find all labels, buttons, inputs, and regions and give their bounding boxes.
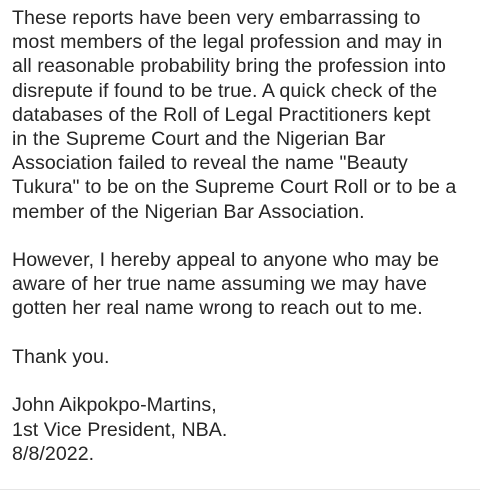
letter-text	[12, 6, 474, 466]
paragraph-reports	[12, 6, 474, 224]
text-line: aware of her true name assuming we may have	[12, 272, 427, 295]
text-line: Association failed to reveal the name "Beauty	[12, 152, 408, 175]
text-line: databases of the Roll of Legal Practitioners kept	[12, 103, 431, 126]
signature-block	[12, 393, 474, 466]
paragraph-appeal	[12, 248, 474, 321]
paragraph-thanks	[12, 345, 474, 369]
text-line: all reasonable probability bring the profession into	[12, 55, 446, 78]
text-line: disrepute if found to be true. A quick check of the	[12, 79, 438, 102]
text-line: These reports have been very embarrassing to	[12, 7, 421, 29]
text-line: gotten her real name wrong to reach out to me.	[12, 297, 423, 320]
signatory-title: 1st Vice President, NBA.	[12, 418, 228, 441]
text-line: Thank you.	[12, 345, 110, 368]
signatory-name: John Aikpokpo-Martins,	[12, 394, 217, 417]
text-line: However, I hereby appeal to anyone who may be	[12, 248, 440, 271]
letter-date: 8/8/2022.	[12, 442, 95, 465]
text-line: in the Supreme Court and the Nigerian Bar	[12, 127, 386, 150]
text-line: most members of the legal profession and may in	[12, 31, 443, 54]
text-line: Tukura" to be on the Supreme Court Roll or to be a	[12, 176, 457, 199]
text-line: member of the Nigerian Bar Association.	[12, 200, 365, 223]
